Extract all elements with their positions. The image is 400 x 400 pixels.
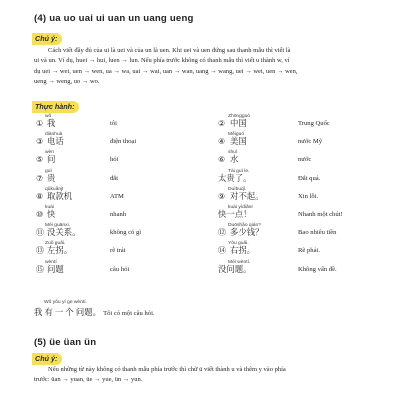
vietnamese-meaning: nhanh <box>110 211 127 218</box>
hanzi-word: 电话 <box>47 137 64 147</box>
pinyin-label: kuài yìdiǎnr <box>228 205 254 210</box>
vietnamese-meaning: nước Mỹ <box>298 138 323 146</box>
item-number: ④ <box>218 137 226 147</box>
item-number: ⑬ <box>36 246 44 256</box>
item-number: ⑭ <box>218 246 226 256</box>
hanzi-word: 快 <box>47 210 56 219</box>
pinyin-label: Tài guì le. <box>228 168 250 174</box>
vietnamese-meaning: ATM <box>110 192 124 200</box>
pinyin-label: shuǐ <box>228 150 237 156</box>
pinyin-label: Zuǒ guǎi. <box>45 241 66 247</box>
section-4-heading: (4) ua uo uai ui uan un uang ueng <box>34 13 194 24</box>
item-number: ③ <box>36 137 44 147</box>
vietnamese-meaning: Trung Quốc <box>298 120 330 127</box>
item-number: ⑧ <box>36 191 44 201</box>
note-line: Cách viết đầy đủ của ui là uei và của un là uen. Khi uei và uen đứng sau thanh mẫu thì viết là <box>48 47 291 54</box>
pinyin-label: wèntí <box>45 259 57 265</box>
vietnamese-meaning: rẽ trái <box>110 247 126 255</box>
section-5-heading: (5) üe üan ün <box>34 337 97 348</box>
pinyin-label: qǔkuǎnjī <box>45 186 64 192</box>
vietnamese-meaning: đắt <box>110 174 119 182</box>
vietnamese-meaning: tôi <box>110 120 117 127</box>
note-tag: Chú ý: <box>32 33 62 45</box>
vietnamese-meaning: hỏi <box>110 156 119 164</box>
vietnamese-meaning: Rẽ phải. <box>298 247 320 255</box>
vietnamese-meaning: Nhanh một chút! <box>298 211 343 218</box>
hanzi-word: 左拐。 <box>47 246 73 256</box>
vietnamese-meaning: Đắt quá. <box>298 174 321 182</box>
section-4-note <box>34 46 370 88</box>
section-5-note <box>34 365 370 386</box>
pinyin-label: Duōshǎo qián? <box>228 223 261 229</box>
pinyin-label: guì <box>45 168 52 174</box>
hanzi-word: 没问题。 <box>218 264 252 274</box>
item-number: ⑩ <box>36 210 44 219</box>
item-number: ⑪ <box>36 228 44 238</box>
hanzi-word: 快一点！ <box>218 210 252 219</box>
vietnamese-meaning: Không vấn đề. <box>298 265 337 273</box>
item-number: ⑨ <box>218 191 226 201</box>
pinyin-label: Měiguó <box>228 132 245 138</box>
last-sentence-meaning: Tôi có một câu hỏi. <box>103 310 155 317</box>
pinyin-label: wǒ <box>45 114 52 119</box>
pinyin-label: Méi guānxi. <box>45 223 71 229</box>
item-number: ② <box>218 119 226 128</box>
pinyin-label: Yòu guǎi. <box>228 241 249 247</box>
hanzi-word: 多少钱？ <box>230 228 264 238</box>
vietnamese-meaning: câu hỏi <box>110 265 130 273</box>
vietnamese-meaning: Xin lỗi. <box>298 192 319 200</box>
pinyin-label: Duìbuqǐ. <box>228 186 247 192</box>
hanzi-word: 美国 <box>230 137 247 147</box>
hanzi-word: 对不起。 <box>230 191 264 201</box>
last-sentence <box>34 306 155 318</box>
vietnamese-meaning: không có gì <box>110 229 142 237</box>
item-number: ① <box>36 119 44 128</box>
hanzi-word: 没关系。 <box>47 228 81 238</box>
hanzi-word: 右拐。 <box>230 246 256 256</box>
hanzi-word: 贵 <box>47 173 56 183</box>
practice-tag: Thực hành: <box>32 101 79 113</box>
note-line: Nếu những từ này không có thanh mẫu phía trước thì chữ ü viết thành u và thêm y vào phía <box>48 366 286 373</box>
pinyin-label: wèn <box>45 150 54 156</box>
item-number: ⑥ <box>218 155 226 165</box>
vietnamese-meaning: nước <box>298 156 312 164</box>
note-line: ueng → weng, uo → wo. <box>34 78 100 86</box>
note-line: ui và un. Ví dụ, huei → hui, luen → lun. Nếu phía trước không có thanh mẫu thì viết u thành w, ví <box>34 57 290 65</box>
last-sentence-pinyin: Wǒ yǒu yí ge wèntí. <box>44 300 87 305</box>
note-line: trước: üan → yuan, üe → yue, ün → yun. <box>34 376 143 384</box>
hanzi-word: 太贵了。 <box>218 173 252 183</box>
vietnamese-meaning: điện thoại <box>110 138 137 146</box>
hanzi-word: 取款机 <box>47 191 73 201</box>
item-number: ⑤ <box>36 155 44 165</box>
pinyin-label: Zhōngguó <box>228 114 251 119</box>
hanzi-word: 中国 <box>230 119 247 128</box>
item-number: ⑮ <box>36 264 44 274</box>
hanzi-word: 问题 <box>47 264 64 274</box>
pinyin-label: kuài <box>45 205 54 210</box>
note-tag-2: Chú ý: <box>32 353 62 365</box>
hanzi-word: 水 <box>230 155 239 165</box>
vietnamese-meaning: Bao nhiêu tiền <box>298 229 337 237</box>
pinyin-label: diànhuà <box>45 132 63 138</box>
item-number: ⑦ <box>36 173 44 183</box>
pinyin-label: Méi wèntí. <box>228 259 251 265</box>
hanzi-word: 我 <box>47 119 56 128</box>
last-sentence-hanzi: 我 有 一 个 问题。 <box>34 308 101 317</box>
note-line: dụ uei → wei, uen → wen, ua → wa, uai → wai, uan → wan, uang → wang, uei → wei, uen → wen, <box>34 67 298 75</box>
hanzi-word: 问 <box>47 155 56 165</box>
item-number: ⑫ <box>218 228 226 238</box>
